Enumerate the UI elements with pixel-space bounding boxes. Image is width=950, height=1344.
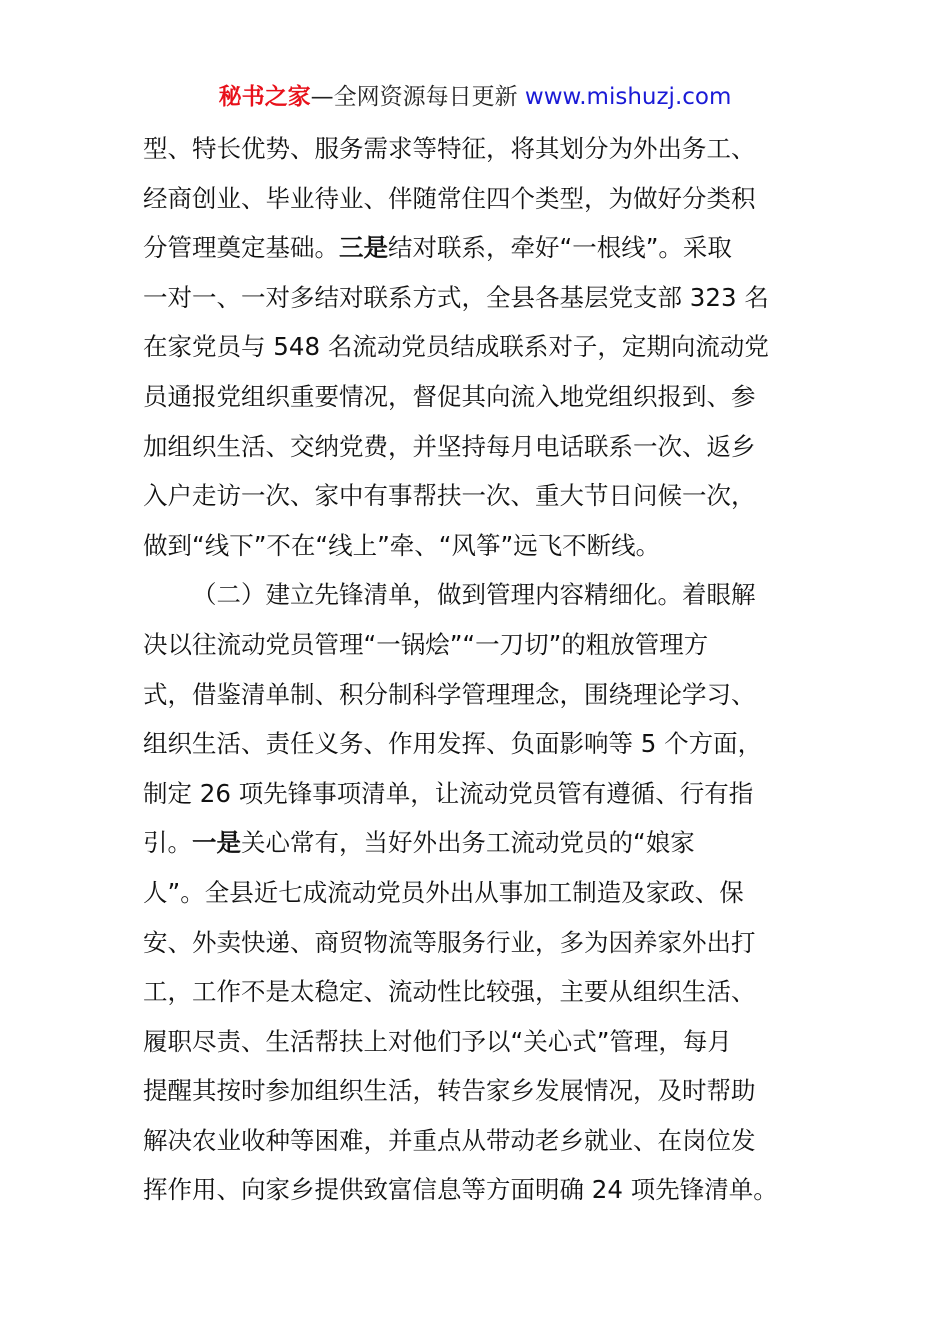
text-line bbox=[143, 769, 813, 819]
text-line bbox=[143, 471, 813, 521]
text-segment: （二）建立先锋清单，做到管理内容精细化。着眼解 bbox=[192, 580, 756, 610]
text-line bbox=[143, 124, 813, 174]
text-segment: 式，借鉴清单制、积分制科学管理理念，围绕理论学习、 bbox=[143, 679, 756, 709]
text-segment: 履职尽责、生活帮扶上对他们予以“关心式”管理，每月 bbox=[143, 1026, 732, 1056]
text-line bbox=[143, 868, 813, 918]
text-line bbox=[143, 372, 813, 422]
text-segment: 工，工作不是太稳定、流动性比较强，主要从组织生活、 bbox=[143, 977, 756, 1007]
text-segment: 型、特长优势、服务需求等特征，将其划分为外出务工、 bbox=[143, 134, 756, 163]
text-line bbox=[143, 174, 813, 224]
text-segment: 挥作用、向家乡提供致富信息等方面明确 24 项先锋清单。 bbox=[143, 1175, 778, 1205]
text-segment: 员通报党组织重要情况，督促其向流入地党组织报到、参 bbox=[143, 381, 756, 411]
text-segment: 经商创业、毕业待业、伴随常住四个类型，为做好分类积 bbox=[143, 183, 756, 213]
text-segment: 在家党员与 548 名流动党员结成联系对子，定期向流动党 bbox=[143, 332, 769, 362]
text-line bbox=[143, 273, 813, 323]
text-line bbox=[143, 1116, 813, 1166]
text-line bbox=[143, 521, 813, 571]
text-segment: 引。 bbox=[143, 828, 192, 858]
site-url-link[interactable]: www.mishuzj.com bbox=[524, 84, 732, 110]
text-segment: 人”。全县近七成流动党员外出从事加工制造及家政、保 bbox=[143, 877, 744, 907]
text-line bbox=[143, 1017, 813, 1067]
text-line bbox=[143, 719, 813, 769]
text-segment: 决以往流动党员管理“一锅烩”“一刀切”的粗放管理方 bbox=[143, 629, 709, 659]
text-line bbox=[143, 818, 813, 868]
text-segment: 一对一、一对多结对联系方式，全县各基层党支部 323 名 bbox=[143, 282, 769, 312]
text-line bbox=[143, 967, 813, 1017]
text-line bbox=[143, 1066, 813, 1116]
text-line bbox=[143, 670, 813, 720]
text-line bbox=[143, 918, 813, 968]
text-segment: 结对联系，牵好“一根线”。采取 bbox=[388, 233, 732, 263]
text-segment: 加组织生活、交纳党费，并坚持每月电话联系一次、返乡 bbox=[143, 431, 756, 461]
bold-text-segment: 三是 bbox=[339, 233, 388, 263]
text-line bbox=[143, 422, 813, 472]
text-segment: 提醒其按时参加组织生活，转告家乡发展情况，及时帮助 bbox=[143, 1076, 756, 1106]
text-segment: 关心常有，当好外出务工流动党员的“娘家 bbox=[241, 828, 695, 858]
text-line bbox=[143, 620, 813, 670]
header-tagline: —全网资源每日更新 bbox=[310, 84, 518, 110]
bold-text-segment: 一是 bbox=[192, 828, 241, 858]
text-segment: 分管理奠定基础。 bbox=[143, 233, 339, 263]
text-segment: 解决农业收种等困难，并重点从带动老乡就业、在岗位发 bbox=[143, 1125, 756, 1155]
text-segment: 入户走访一次、家中有事帮扶一次、重大节日问候一次， bbox=[143, 481, 756, 511]
text-segment: 组织生活、责任义务、作用发挥、负面影响等 5 个方面， bbox=[143, 729, 763, 759]
text-segment: 做到“线下”不在“线上”牵、“风筝”远飞不断线。 bbox=[143, 530, 661, 560]
text-segment: 安、外卖快递、商贸物流等服务行业，多为因养家外出打 bbox=[143, 927, 756, 957]
document-body bbox=[143, 124, 813, 1215]
brand-name: 秘书之家 bbox=[218, 84, 311, 110]
text-line bbox=[143, 322, 813, 372]
text-line bbox=[143, 1165, 813, 1215]
text-line bbox=[143, 223, 813, 273]
text-segment: 制定 26 项先锋事项清单，让流动党员管有遵循、行有指 bbox=[143, 778, 754, 808]
page-header bbox=[0, 80, 950, 114]
text-line bbox=[143, 570, 813, 620]
